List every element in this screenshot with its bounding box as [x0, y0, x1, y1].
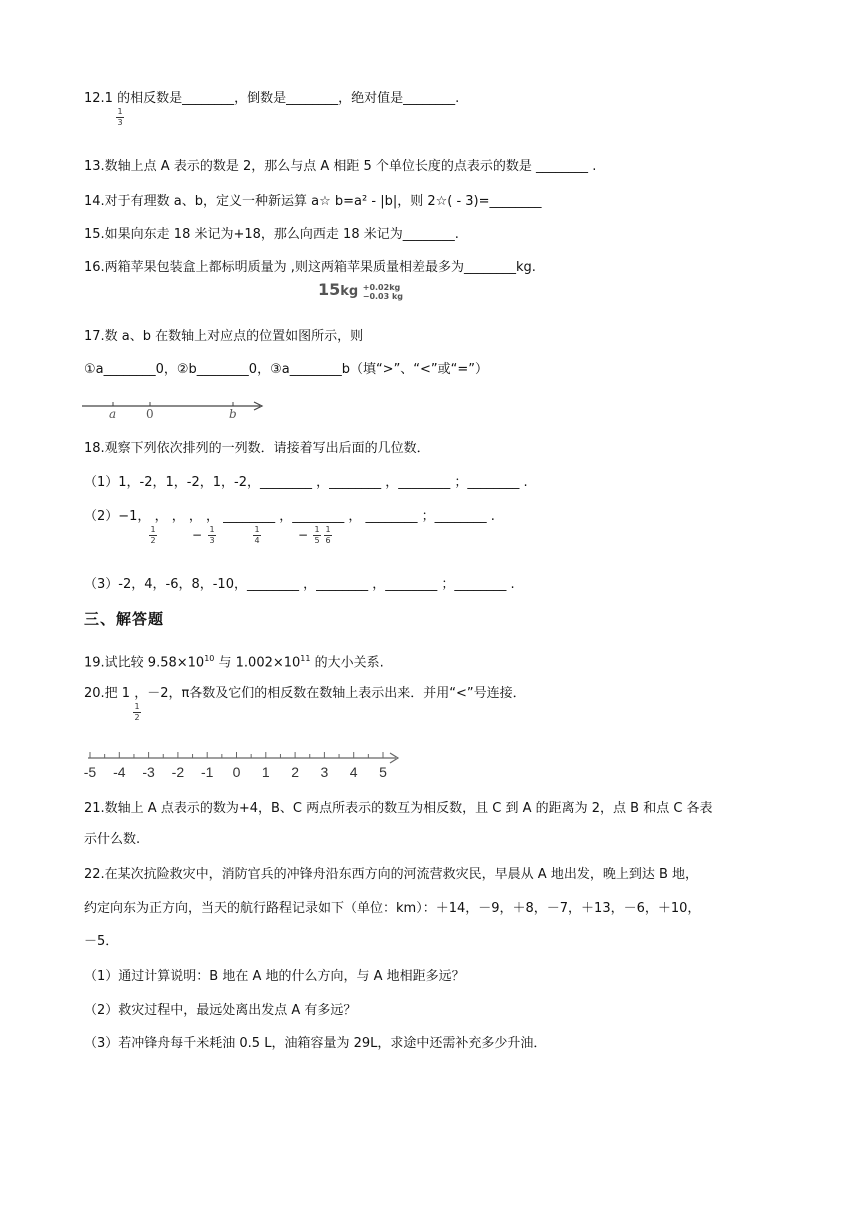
number-line-tick-label: 5: [379, 764, 387, 780]
question-14: 14.对于有理数 a、b，定义一种新运算 a☆ b=a² - |b|，则 2☆( - 3)=________: [84, 194, 542, 209]
section-heading: 三、解答题: [84, 610, 165, 628]
question-18-part-3: （3）-2，4，-6，8，-10，________ ，________ ，________ ；________ .: [84, 577, 515, 592]
question-15: 15.如果向东走 18 米记为+18，那么向西走 18 米记为________.: [84, 227, 459, 242]
question-22-part-1: （1）通过计算说明：B 地在 A 地的什么方向，与 A 地相距多远？: [84, 969, 465, 984]
question-22-part-3: （3）若冲锋舟每千米耗油 0.5 L，油箱容量为 29L，求途中还需补充多少升油．: [84, 1036, 547, 1051]
fraction-1-2: 1 2: [134, 702, 140, 722]
number-line-tick-label: -3: [142, 764, 155, 780]
question-19: 19.试比较 $9.58\times 10^{10}$ 与 $1.002\times 10^{11}$ 的大小关系.: [84, 654, 384, 671]
fraction-one-third: 1 3: [117, 107, 123, 127]
number-line-tick-label: -5: [83, 764, 97, 780]
number-line-20: [80, 748, 405, 782]
number-line-tick-label: -2: [171, 764, 185, 780]
number-line-tick-label: 1: [261, 764, 270, 780]
number-line-tick-label: -4: [113, 764, 126, 780]
question-21-line-2: 示什么数.: [84, 832, 141, 847]
fraction-1-2: 1 2: [150, 525, 156, 545]
number-line-tick-label: 0: [232, 764, 241, 780]
question-17-stem: 17.数 a、b 在数轴上对应点的位置如图所示，则: [84, 329, 364, 344]
mass-label: 15kg +0.02kg −0.03 kg: [318, 280, 404, 301]
question-17-blanks: ①a________0，②b________0，③a________b（填“>”、“<”或“=”）: [84, 362, 489, 377]
question-13: 13.数轴上点 A 表示的数是 2，那么与点 A 相距 5 个单位长度的点表示的数是 ________ .: [84, 159, 597, 174]
question-16: 16.两箱苹果包装盒上都标明质量为 ,则这两箱苹果质量相差最多为________kg.: [84, 260, 536, 275]
question-22-line-3: －5．: [84, 934, 119, 949]
fraction-1-6: 1 6: [325, 525, 331, 545]
question-22-part-2: （2）救灾过程中，最远处离出发点 A 有多远？: [84, 1003, 357, 1018]
fraction-1-3: 1 3: [209, 525, 215, 545]
point-b-label: b: [229, 407, 237, 418]
question-21-line-1: 21.数轴上 A 点表示的数为+4，B、C 两点所表示的数互为相反数，且 C 到 A 的距离为 2，点 B 和点 C 各表: [84, 801, 713, 816]
number-line-tick-label: -1: [200, 764, 214, 780]
minus-sign: −: [192, 528, 203, 542]
number-line-ab: [80, 394, 270, 418]
origin-label: 0: [146, 407, 154, 418]
fraction-1-4: 1 4: [254, 525, 260, 545]
question-22-line-1: 22.在某次抗险救灾中，消防官兵的冲锋舟沿东西方向的河流营救灾民，早晨从 A 地出发，晚上到达 B 地，: [84, 867, 699, 882]
minus-sign: −: [298, 528, 309, 542]
question-22-line-2: 约定向东为正方向，当天的航行路程记录如下（单位：km）：＋14，－9，＋8，－7，＋13，－6，＋10，: [84, 901, 701, 916]
point-a-label: a: [109, 407, 117, 418]
question-18-part-2: （2）−1， ， ， ， ， ________ ，________ ， ________ ；________ .: [84, 509, 495, 524]
question-20: 20.把 1 ，－2，π各数及它们的相反数在数轴上表示出来．并用“<”号连接．: [84, 686, 526, 701]
question-18-stem: 18.观察下列依次排列的一列数．请接着写出后面的几位数．: [84, 441, 430, 456]
question-12: 12.1 的相反数是________，倒数是________，绝对值是________.: [84, 91, 460, 106]
number-line-tick-label: 3: [320, 764, 329, 780]
question-18-part-1: （1）1，-2，1，-2，1，-2，________ ，________ ，________ ；________ .: [84, 475, 528, 490]
fraction-1-5: 1 5: [314, 525, 320, 545]
number-line-tick-label: 4: [349, 764, 358, 780]
number-line-tick-label: 2: [291, 764, 299, 780]
